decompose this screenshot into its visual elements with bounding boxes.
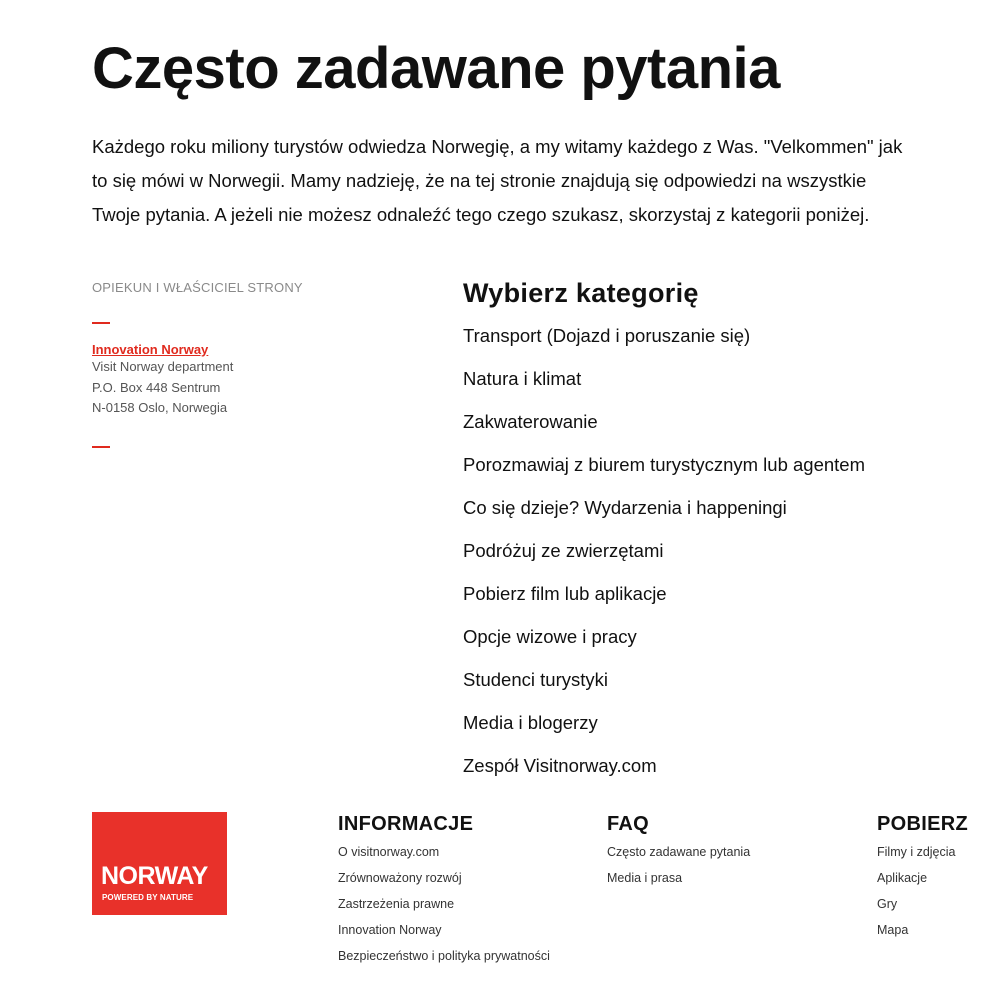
category-link-events[interactable]: Co się dzieje? Wydarzenia i happeningi [463, 497, 787, 518]
logo-wordmark: NORWAY [101, 862, 208, 890]
owner-address-line: N-0158 Oslo, Norwegia [92, 400, 228, 415]
category-heading: Wybierz kategorię [463, 278, 699, 308]
footer-link-about[interactable]: O visitnorway.com [338, 845, 440, 859]
category-link-nature-climate[interactable]: Natura i klimat [463, 368, 582, 389]
innovation-norway-link[interactable]: Innovation Norway [92, 342, 209, 357]
logo-tagline: POWERED BY NATURE [102, 893, 194, 902]
footer-link-privacy[interactable]: Bezpieczeństwo i polityka prywatności [338, 949, 550, 963]
footer-link-legal[interactable]: Zastrzeżenia prawne [338, 897, 455, 911]
red-divider [92, 446, 110, 448]
owner-address-line: Visit Norway department [92, 359, 234, 374]
footer-link-games[interactable]: Gry [877, 897, 898, 911]
category-link-visa-work[interactable]: Opcje wizowe i pracy [463, 626, 637, 647]
footer-link-sustainability[interactable]: Zrównoważony rozwój [338, 871, 462, 885]
category-section [463, 276, 963, 797]
footer-heading-pobierz: POBIERZ [877, 813, 968, 835]
footer-column-pobierz [877, 812, 968, 948]
footer-links-faq [607, 844, 750, 896]
footer-link-map[interactable]: Mapa [877, 923, 909, 937]
footer-links-informacje [338, 844, 550, 974]
footer-link-apps[interactable]: Aplikacje [877, 871, 928, 885]
site-owner-heading: OPIEKUN I WŁAŚCICIEL STRONY [92, 280, 303, 295]
category-link-media-bloggers[interactable]: Media i blogerzy [463, 712, 598, 733]
category-link-pets[interactable]: Podróżuj ze zwierzętami [463, 540, 664, 561]
site-owner-section [92, 280, 392, 448]
category-link-team[interactable]: Zespół Visitnorway.com [463, 755, 657, 776]
footer-link-media-press[interactable]: Media i prasa [607, 871, 683, 885]
footer-heading-informacje: INFORMACJE [338, 813, 474, 835]
category-link-tourist-office[interactable]: Porozmawiaj z biurem turystycznym lub agentem [463, 454, 866, 475]
footer-links-pobierz [877, 844, 968, 948]
norway-logo[interactable] [92, 812, 227, 915]
category-link-downloads[interactable]: Pobierz film lub aplikacje [463, 583, 667, 604]
category-list [463, 324, 963, 797]
red-divider [92, 322, 110, 324]
owner-address-line: P.O. Box 448 Sentrum [92, 379, 221, 395]
footer-link-films-photos[interactable]: Filmy i zdjęcia [877, 845, 956, 859]
category-link-transport[interactable]: Transport (Dojazd i poruszanie się) [463, 325, 751, 346]
category-link-accommodation[interactable]: Zakwaterowanie [463, 411, 598, 432]
page-title: Często zadawane pytania [92, 36, 780, 101]
footer-column-faq [607, 812, 750, 896]
category-link-tourism-students[interactable]: Studenci turystyki [463, 669, 608, 690]
footer-heading-faq: FAQ [607, 813, 650, 835]
footer-link-faq[interactable]: Często zadawane pytania [607, 845, 751, 859]
footer-column-informacje [338, 812, 550, 974]
footer-link-innovation-norway[interactable]: Innovation Norway [338, 923, 442, 937]
intro-text: Każdego roku miliony turystów odwiedza Norwegię, a my witamy każdego z Was. "Velkommen" jak to się mówi w Norwegii. Mamy nadzieję, że na tej stronie znajdują się odpowiedzi na wszystkie Twoje pytania. A jeżeli nie możesz odnaleźć tego czego szukasz, skorzystaj z kategorii poniżej. [92, 136, 903, 225]
footer [0, 812, 1000, 1000]
